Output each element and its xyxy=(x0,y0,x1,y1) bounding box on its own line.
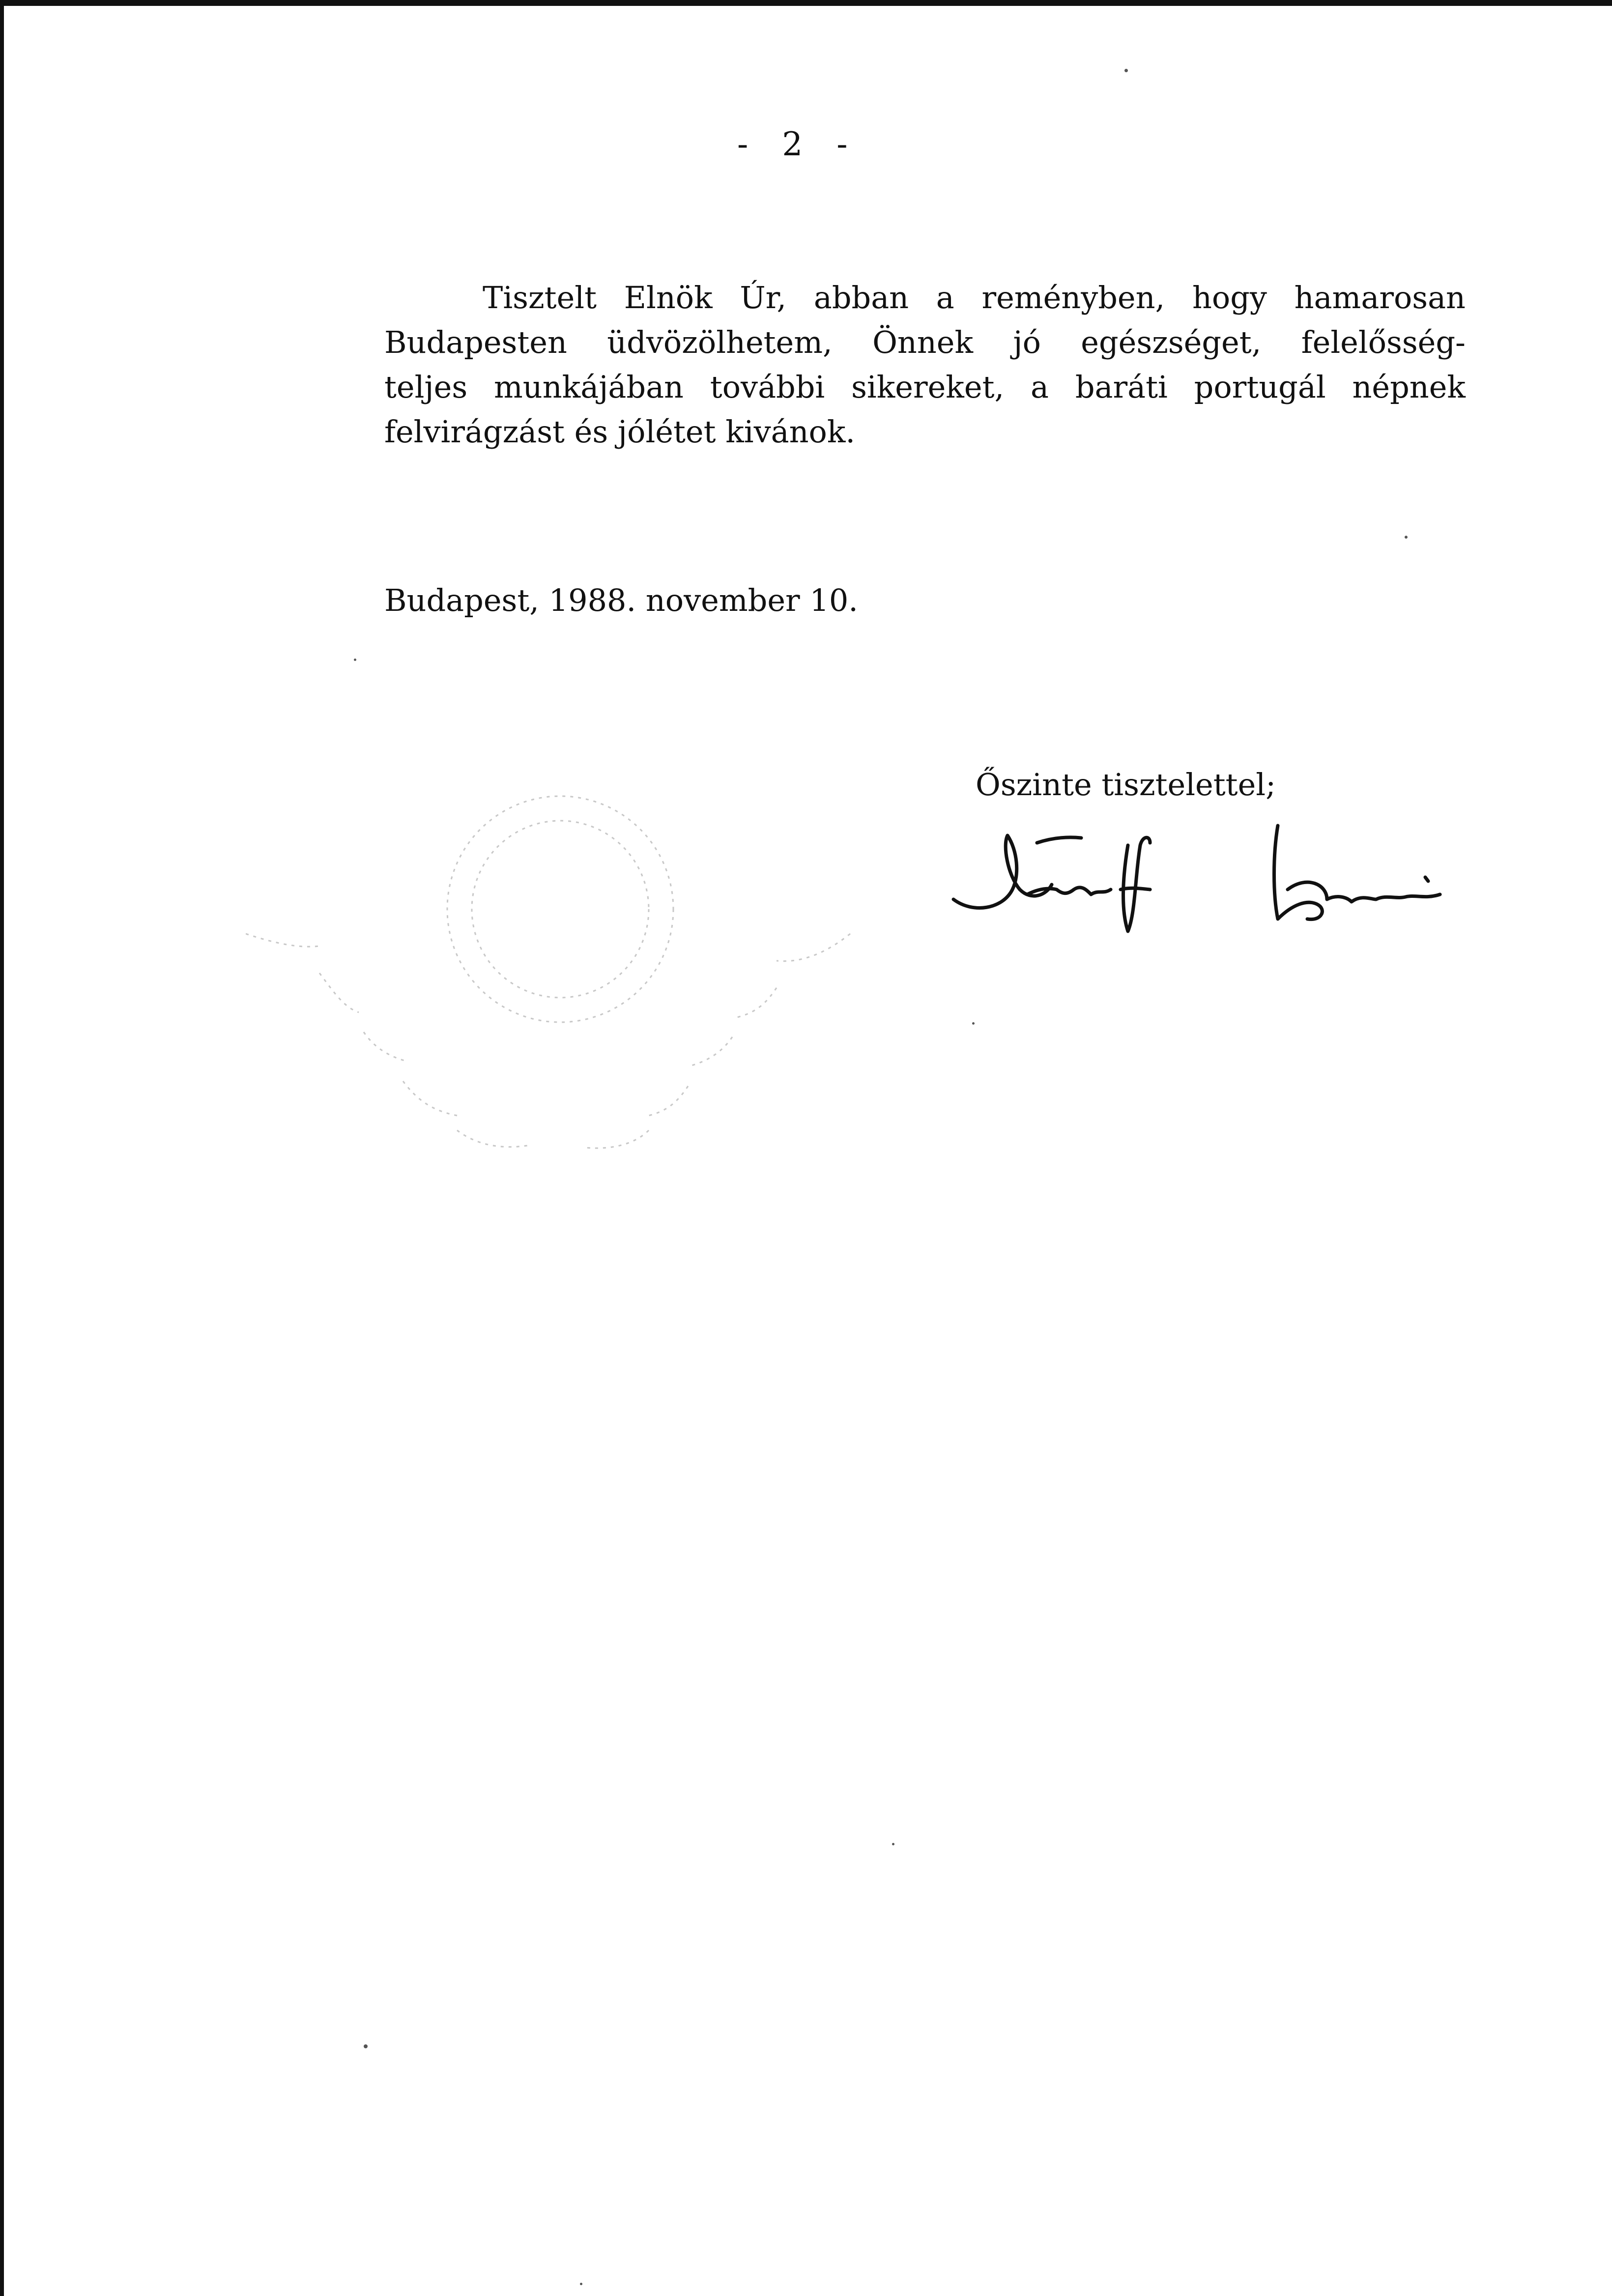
paper-speck xyxy=(580,2283,582,2285)
paragraph-line: teljes munkájában további sikereket, a baráti portugál népnek xyxy=(384,369,1466,405)
letter-date: Budapest, 1988. november 10. xyxy=(384,582,858,618)
page-number: - 2 - xyxy=(737,125,860,163)
paper-speck xyxy=(892,1843,894,1845)
handwritten-signature xyxy=(934,816,1465,934)
paper-speck xyxy=(972,1022,975,1025)
paragraph-line: Budapesten üdvözölhetem, Önnek jó egészséget, felelősség- xyxy=(384,324,1466,360)
embossed-seal-icon xyxy=(246,757,860,1160)
paper-speck xyxy=(364,2044,368,2048)
paper-speck xyxy=(1405,536,1408,539)
paragraph-line: felvirágzást és jólétet kivánok. xyxy=(384,414,856,450)
letter-closing: Őszinte tisztelettel; xyxy=(976,767,1276,803)
paper-speck xyxy=(1124,69,1128,72)
letter-paragraph xyxy=(384,275,1466,454)
paragraph-line: Tisztelt Elnök Úr, abban a reményben, hogy hamarosan xyxy=(483,280,1466,316)
paper-speck xyxy=(354,659,356,661)
